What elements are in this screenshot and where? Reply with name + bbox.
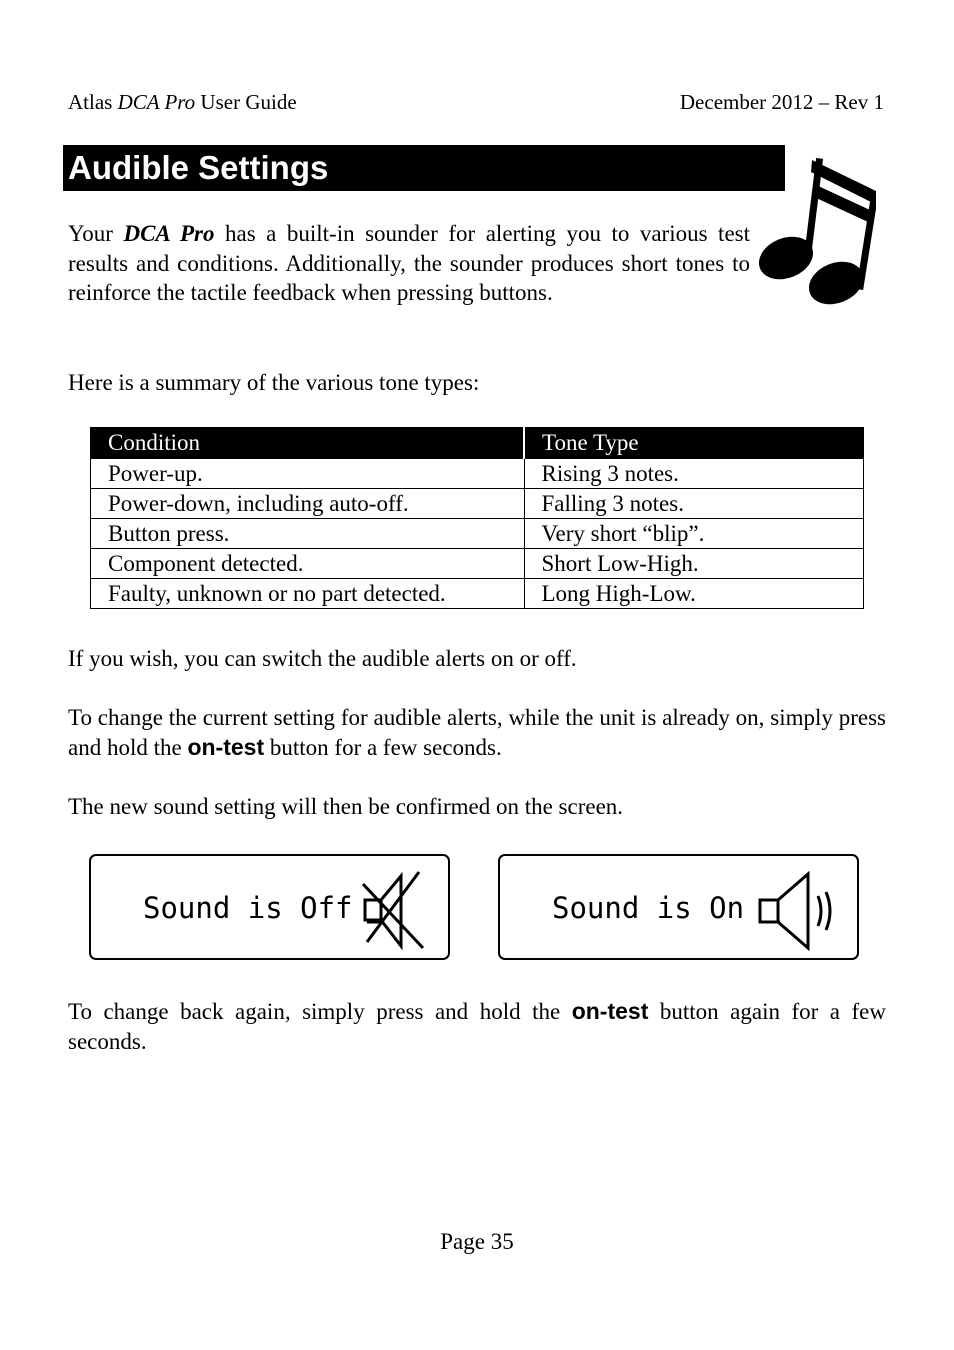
table-row: [91, 459, 864, 489]
table-cell: Rising 3 notes.: [524, 459, 864, 489]
table-cell: Faulty, unknown or no part detected.: [91, 579, 525, 609]
header-suffix: User Guide: [195, 90, 297, 114]
table-cell: Long High-Low.: [524, 579, 864, 609]
on-test-label: on-test: [187, 733, 265, 760]
back-after: button again for a few seconds.: [68, 999, 887, 1054]
header-prefix: Atlas: [68, 90, 118, 114]
intro-product: DCA Pro: [123, 221, 215, 246]
speaker-muted-icon: [361, 864, 427, 952]
table-cell: Component detected.: [91, 549, 525, 579]
table-cell: Power-down, including auto-off.: [91, 489, 525, 519]
table-cell: Falling 3 notes.: [524, 489, 864, 519]
column-header-tone-type: Tone Type: [524, 428, 864, 459]
lcd-sound-on: [498, 854, 859, 960]
lcd-off-text: Sound is Off: [143, 891, 353, 925]
music-note-icon: [754, 150, 876, 310]
table-header-row: [91, 428, 864, 459]
back-paragraph: [68, 997, 886, 1056]
column-header-condition: Condition: [91, 428, 525, 459]
header-date: December 2012 – Rev 1: [679, 90, 884, 114]
table-cell: Very short “blip”.: [524, 519, 864, 549]
intro-rest: has a built-in sounder for alerting you to various test results and conditions. Additionally, the sounder produces short tones to reinforce the tactile feedback when pressing buttons.: [68, 221, 750, 306]
change-before: To change the current setting for audible alerts, while the unit is already on, simply press and hold the: [68, 705, 886, 760]
change-after: button for a few seconds.: [264, 734, 502, 760]
table-row: [91, 579, 864, 609]
header-product: DCA Pro: [117, 90, 196, 114]
page-number: Page 35: [440, 1229, 514, 1254]
intro-paragraph: [68, 219, 750, 308]
wish-text: If you wish, you can switch the audible alerts on or off.: [68, 646, 577, 671]
table-row: [91, 549, 864, 579]
table-cell: Button press.: [91, 519, 525, 549]
confirm-text: The new sound setting will then be confirmed on the screen.: [68, 794, 624, 819]
page-title: Audible Settings: [68, 149, 329, 186]
back-before: To change back again, simply press and hold the: [68, 999, 572, 1024]
tone-table: [90, 427, 864, 609]
lcd-sound-off: [89, 854, 450, 960]
table-row: [91, 489, 864, 519]
speaker-on-icon: [756, 864, 836, 952]
table-cell: Short Low-High.: [524, 549, 864, 579]
change-paragraph: [68, 703, 886, 762]
table-row: [91, 519, 864, 549]
summary-text: Here is a summary of the various tone types:: [68, 370, 480, 395]
table-cell: Power-up.: [91, 459, 525, 489]
on-test-label: on-test: [571, 998, 649, 1024]
lcd-on-text: Sound is On: [552, 891, 745, 925]
intro-lead: Your: [68, 221, 124, 246]
header-left: [68, 88, 297, 116]
